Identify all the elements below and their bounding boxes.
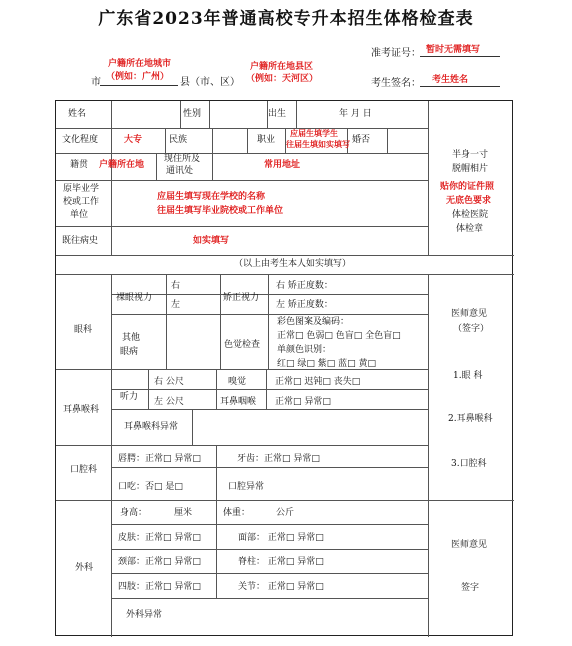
face-item: 面部： 正常□ 异常□ xyxy=(238,533,324,543)
right-degree-label: 右 矫正度数： xyxy=(276,281,333,291)
native-label: 籍贯 xyxy=(70,160,89,170)
ethnicity-label: 民族 xyxy=(169,135,188,145)
name-label: 姓名 xyxy=(68,109,87,119)
ent-section-label: 耳鼻喉科 xyxy=(63,405,100,415)
teeth-item: 牙齿：正常□ 异常□ xyxy=(237,454,320,464)
doctor-opinion-2: 医师意见 xyxy=(451,540,488,550)
school-value-2: 往届生填写毕业院校或工作单位 xyxy=(157,206,284,216)
history-label: 既往病史 xyxy=(62,236,99,246)
color-line-1: 彩色图案及编码： xyxy=(277,317,350,327)
naked-vision-label: 裸眼视力 xyxy=(116,293,153,303)
corrected-vision-label: 矫正视力 xyxy=(223,293,260,303)
occupation-value-1: 应届生填学生 xyxy=(290,129,338,138)
photo-label-1: 半身一寸 xyxy=(452,150,489,160)
marital-label: 婚否 xyxy=(352,135,371,145)
exam-no-value: 暂时无需填写 xyxy=(426,45,481,55)
weight-unit: 公斤 xyxy=(276,508,295,518)
school-label-1: 原毕业学 xyxy=(63,184,100,194)
height-label: 身高： xyxy=(120,508,148,518)
address-value: 常用地址 xyxy=(264,160,301,170)
naked-left-label: 左 xyxy=(171,300,181,310)
doctor-opinion-1: 医师意见 xyxy=(451,309,488,319)
opinion-item-oral: 3.口腔科 xyxy=(451,459,487,469)
birth-ymd: 年 月 日 xyxy=(339,109,372,119)
signature-label: 考生签名： xyxy=(371,78,421,89)
self-fill-note: （以上由考生本人如实填写） xyxy=(234,259,352,269)
occupation-value-2: 往届生填如实填写 xyxy=(286,140,350,149)
color-line-4: 红□ 绿□ 紫□ 蓝□ 黄□ xyxy=(277,359,376,369)
photo-label-4: 体检章 xyxy=(456,224,484,234)
photo-hint-1: 贴你的证件照 xyxy=(440,182,495,192)
city-hint-1: 户籍所在地城市 xyxy=(108,59,172,69)
surgery-section-label: 外科 xyxy=(75,563,94,573)
other-eye-label-2: 眼病 xyxy=(120,347,139,357)
school-label-2: 校或工作 xyxy=(63,197,100,207)
gender-label: 性别 xyxy=(183,109,202,119)
signature-value: 考生姓名 xyxy=(432,75,469,85)
city-hint-2: （例如：广州） xyxy=(106,72,170,82)
education-value: 大专 xyxy=(124,135,143,145)
school-label-3: 单位 xyxy=(70,210,89,220)
hearing-right: 右 公尺 xyxy=(154,377,184,387)
photo-hint-2: 无底色要求 xyxy=(446,196,492,206)
throat-label: 耳鼻咽喉 xyxy=(220,397,257,407)
oral-section-label: 口腔科 xyxy=(70,465,98,475)
history-value: 如实填写 xyxy=(193,236,230,246)
doctor-sign-2: 签字 xyxy=(461,583,480,593)
opinion-item-ent: 2.耳鼻喉科 xyxy=(448,414,493,424)
color-line-2: 正常□ 色弱□ 色盲□ 全色盲□ xyxy=(277,331,401,341)
county-suffix-label: 县（市、区） xyxy=(180,77,240,88)
skin-item: 皮肤：正常□ 异常□ xyxy=(118,533,201,543)
lips-item: 唇腭：正常□ 异常□ xyxy=(118,454,201,464)
smell-label: 嗅觉 xyxy=(228,377,247,387)
naked-right-label: 右 xyxy=(171,281,181,291)
surgery-abnormal-label: 外科异常 xyxy=(126,610,163,620)
throat-value: 正常□ 异常□ xyxy=(275,397,331,407)
page-title: 广东省2023年普通高校专升本招生体格检查表 xyxy=(98,9,474,29)
doctor-sign-1: （签字） xyxy=(453,324,490,334)
county-hint-1: 户籍所在地县区 xyxy=(250,62,314,72)
limbs-item: 四肢：正常□ 异常□ xyxy=(118,582,201,592)
address-label-2: 通讯处 xyxy=(166,166,194,176)
oral-abnormal-label: 口腔异常 xyxy=(228,482,265,492)
stutter-item: 口吃：否□ 是□ xyxy=(118,482,183,492)
eye-section-label: 眼科 xyxy=(74,325,93,335)
hearing-left: 左 公尺 xyxy=(154,397,184,407)
other-eye-label-1: 其他 xyxy=(122,333,141,343)
smell-value: 正常□ 迟钝□ 丧失□ xyxy=(275,377,361,387)
photo-label-2: 脱帽相片 xyxy=(452,164,489,174)
opinion-item-eye: 1.眼 科 xyxy=(453,371,483,381)
weight-label: 体重： xyxy=(223,508,251,518)
joints-item: 关节： 正常□ 异常□ xyxy=(238,582,324,592)
address-label-1: 现住所及 xyxy=(164,154,201,164)
height-unit: 厘米 xyxy=(174,508,193,518)
exam-no-label: 准考证号： xyxy=(371,48,421,59)
photo-label-3: 体检医院 xyxy=(452,210,489,220)
school-value-1: 应届生填写现在学校的名称 xyxy=(157,192,266,202)
color-line-3: 单颜色识别： xyxy=(277,345,332,355)
city-underline xyxy=(100,73,178,86)
education-label: 文化程度 xyxy=(62,135,99,145)
hearing-label: 听力 xyxy=(120,392,139,402)
birth-label: 出生 xyxy=(268,109,287,119)
left-degree-label: 左 矫正度数： xyxy=(276,300,333,310)
neck-item: 颈部：正常□ 异常□ xyxy=(118,557,201,567)
native-value: 户籍所在地 xyxy=(99,160,145,170)
city-suffix-label: 市 xyxy=(91,77,101,88)
occupation-label: 职业 xyxy=(257,135,276,145)
spine-item: 脊柱： 正常□ 异常□ xyxy=(238,557,324,567)
county-hint-2: （例如：天河区） xyxy=(246,74,319,84)
ent-abnormal-label: 耳鼻喉科异常 xyxy=(124,422,179,432)
color-vision-label: 色觉检查 xyxy=(224,340,261,350)
